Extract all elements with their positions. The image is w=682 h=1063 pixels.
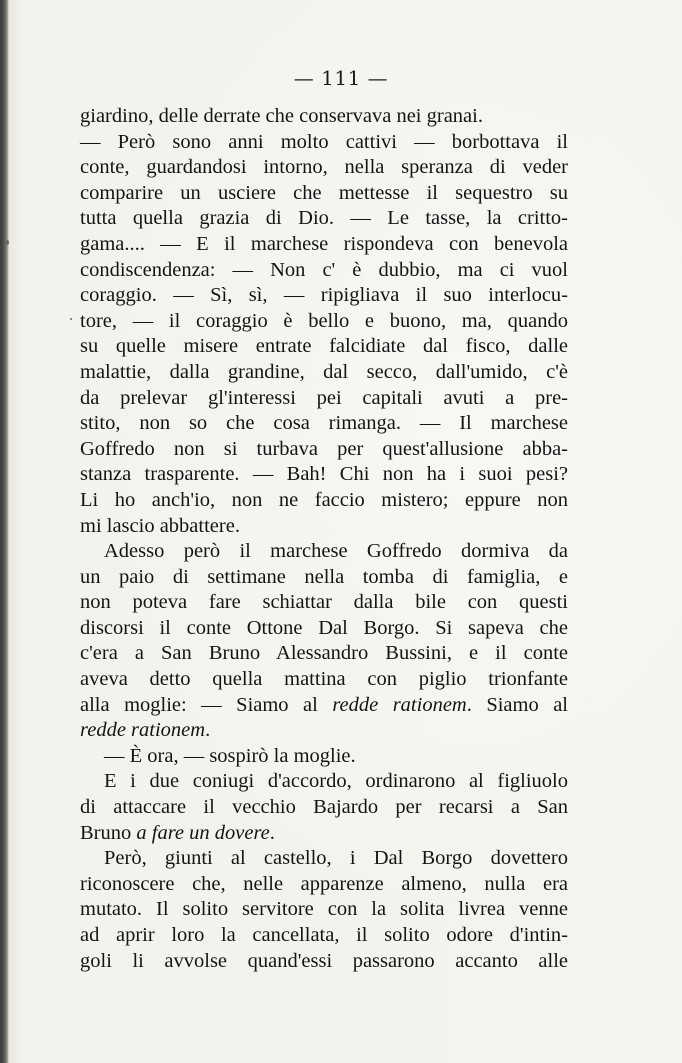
text-segment: conte, guardandosi intorno, nella speranza di veder: [80, 156, 568, 179]
text-segment: discorsi il conte Ottone Dal Borgo. Si sapeva che: [80, 616, 568, 639]
text-line: [80, 181, 568, 207]
italic-text: redde rationem: [80, 719, 206, 742]
text-line: [80, 616, 568, 642]
text-segment: un paio di settimane nella tomba di famiglia, e: [80, 565, 568, 588]
text-segment: Adesso però il marchese Goffredo dormiva da: [104, 540, 568, 563]
text-line: [80, 590, 568, 616]
text-line: [80, 872, 568, 898]
text-segment: non poteva fare schiattar dalla bile con questi: [80, 591, 568, 614]
text-segment: condiscendenza: — Non c' è dubbio, ma ci vuol: [80, 258, 568, 281]
text-line: [80, 283, 568, 309]
text-segment: . Siamo al: [466, 693, 569, 716]
text-segment: giardino, delle derrate che conservava nei granai.: [80, 105, 483, 127]
text-segment: tutta quella grazia di Dio. — Le tasse, la critto-: [80, 207, 568, 230]
italic-text: redde rationem: [332, 693, 467, 716]
text-line: [80, 667, 568, 693]
text-segment: c'era a San Bruno Alessandro Bussini, e il conte: [80, 642, 568, 665]
text-segment: .: [205, 719, 211, 742]
text-segment: coraggio. — Sì, sì, — ripigliava il suo interlocu-: [80, 284, 568, 307]
text-segment: aveva detto quella mattina con piglio trionfante: [80, 668, 568, 691]
text-line: [80, 386, 568, 412]
text-line: [80, 155, 568, 181]
text-segment: ad aprir loro la cancellata, il solito odore d'intin-: [80, 924, 568, 946]
text-segment: goli li avvolse quand'essi passarono accanto alle: [80, 949, 568, 972]
text-segment: da prelevar gl'interessi pei capitali avuti a pre-: [80, 386, 568, 409]
text-segment: Però, giunti al castello, i Dal Borgo dovettero: [104, 847, 568, 870]
text-line: [80, 232, 568, 258]
text-line: [80, 309, 568, 335]
text-segment: stanza trasparente. — Bah! Chi non ha i suoi pesi?: [80, 463, 568, 486]
text-segment: tore, — il coraggio è bello e buono, ma, quando: [80, 309, 568, 332]
text-line: [80, 334, 568, 360]
text-line: [80, 744, 568, 770]
text-segment: su quelle misere entrate falcidiate dal fisco, dalle: [80, 335, 568, 358]
text-line: [80, 437, 568, 463]
text-line: [80, 795, 568, 821]
text-line: [80, 769, 568, 795]
text-line: [80, 923, 568, 949]
text-segment: di attaccare il vecchio Bajardo per recarsi a San: [80, 796, 568, 819]
text-line: [80, 821, 568, 847]
text-segment: mutato. Il solito servitore con la solita livrea venne: [80, 898, 568, 921]
italic-text: a fare un dovere: [136, 821, 270, 844]
text-line: [80, 514, 568, 540]
text-segment: riconoscere che, nelle apparenze almeno, nulla era: [80, 872, 568, 895]
text-line: [80, 104, 568, 130]
text-line: [80, 411, 568, 437]
page-number: — 111 —: [293, 66, 389, 90]
text-line: [80, 565, 568, 591]
text-segment: Goffredo non si turbava per quest'allusione abba-: [80, 437, 568, 460]
paper-speck: [70, 318, 72, 320]
text-segment: — Però sono anni molto cattivi — borbottava il: [80, 130, 568, 153]
book-spine-shadow: [0, 0, 9, 1063]
paper-speck: [6, 240, 9, 245]
text-line: [80, 462, 568, 488]
text-line: [80, 846, 568, 872]
text-segment: gama.... — E il marchese rispondeva con benevola: [80, 232, 568, 255]
text-segment: mi lascio abbattere.: [80, 514, 240, 537]
text-segment: Bruno: [80, 821, 137, 844]
text-line: [80, 897, 568, 923]
text-segment: comparire un usciere che mettesse il sequestro su: [80, 181, 568, 204]
text-line: [80, 539, 568, 565]
text-line: [80, 641, 568, 667]
text-line: [80, 693, 568, 719]
text-segment: stito, non so che cosa rimanga. — Il marchese: [80, 412, 568, 435]
text-segment: — È ora, — sospirò la moglie.: [104, 744, 356, 767]
text-line: [80, 718, 568, 744]
text-line: [80, 130, 568, 156]
text-segment: alla moglie: — Siamo al: [80, 693, 333, 716]
text-line: [80, 488, 568, 514]
text-segment: malattie, dalla grandine, dal secco, dall'umido, c'è: [80, 360, 568, 383]
text-line: [80, 949, 568, 975]
page-body-text: [80, 104, 568, 974]
text-segment: .: [269, 821, 275, 844]
text-line: [80, 206, 568, 232]
text-segment: E i due coniugi d'accordo, ordinarono al figliuolo: [104, 770, 568, 793]
text-line: [80, 258, 568, 284]
text-segment: Li ho anch'io, non ne faccio mistero; eppure non: [80, 488, 568, 511]
text-line: [80, 360, 568, 386]
